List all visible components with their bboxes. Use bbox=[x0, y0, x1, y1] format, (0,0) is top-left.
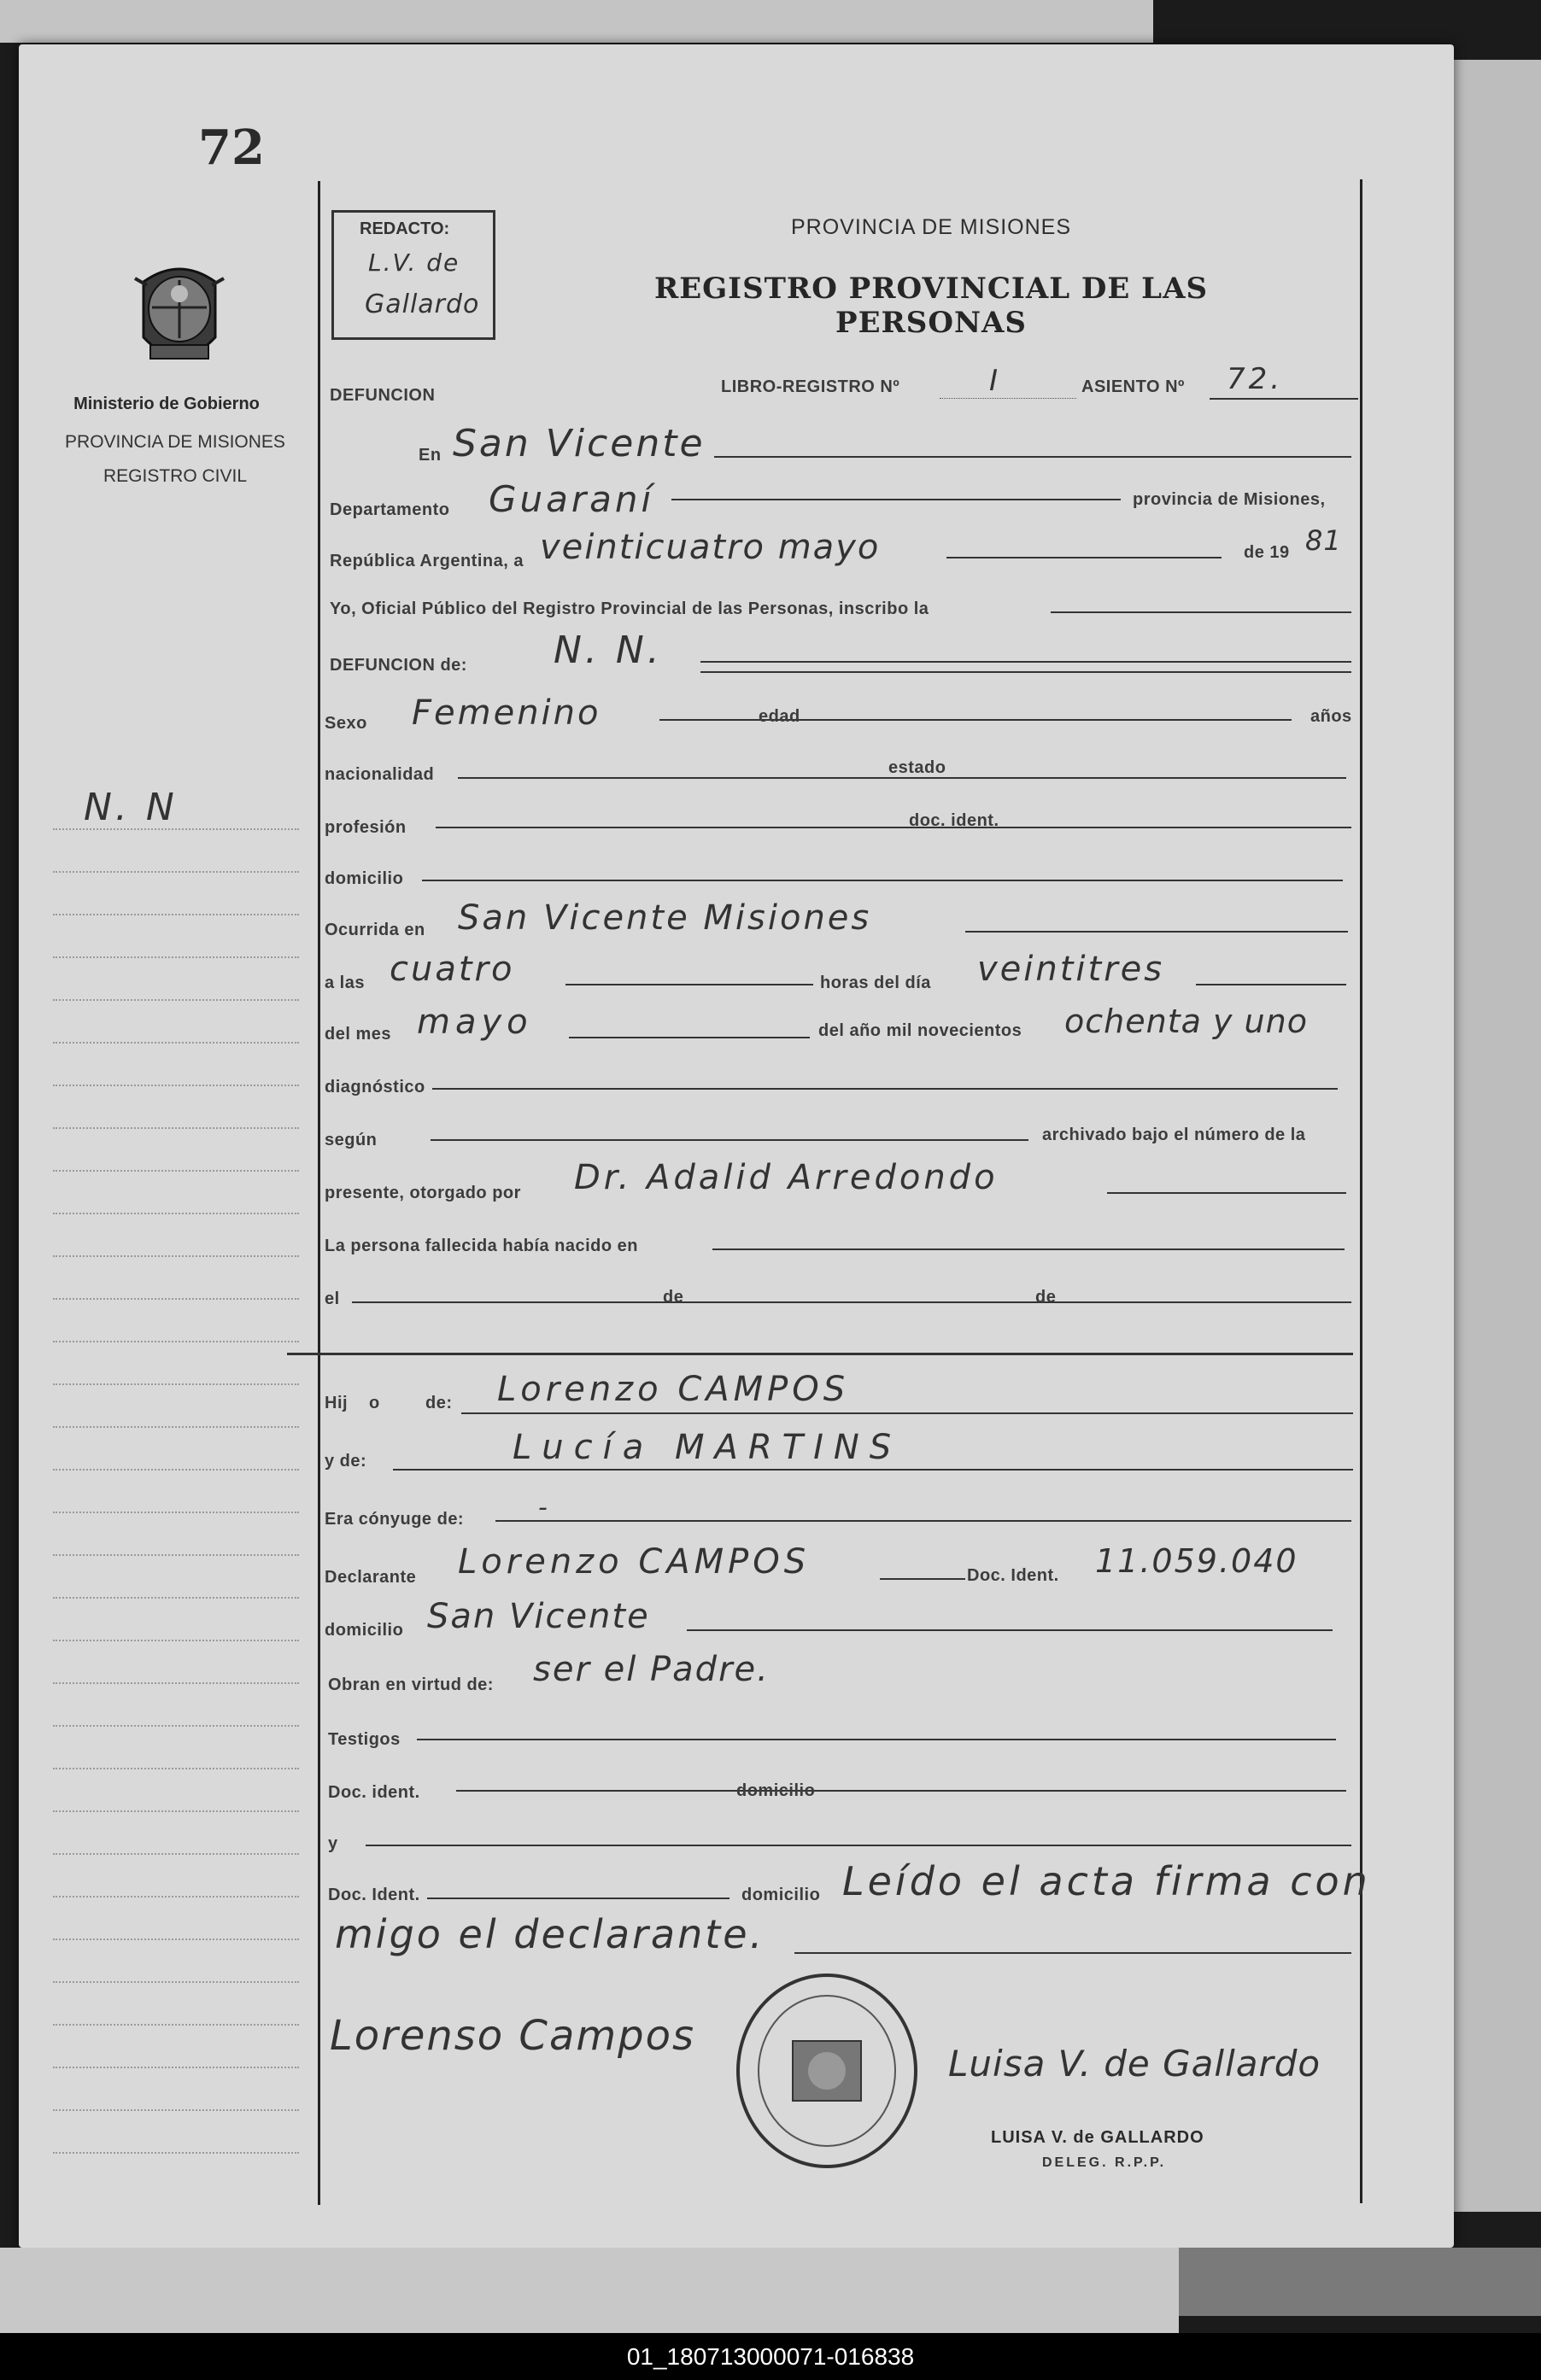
redacto-box bbox=[331, 210, 495, 340]
hijo-suffix: o bbox=[369, 1394, 380, 1412]
hora-line bbox=[565, 984, 813, 985]
margin-line bbox=[53, 956, 299, 958]
registry-label: REGISTRO CIVIL bbox=[103, 466, 248, 486]
margin-line bbox=[53, 1042, 299, 1044]
defuncion-de-label: DEFUNCION de: bbox=[330, 656, 467, 675]
doc-ident3-label: Doc. ident. bbox=[328, 1783, 420, 1802]
adjacent-page bbox=[1454, 60, 1541, 2212]
margin-line bbox=[53, 1554, 299, 1556]
ocurrida-line bbox=[965, 931, 1348, 933]
margin-line bbox=[53, 1469, 299, 1471]
asiento-line bbox=[1210, 398, 1358, 400]
margin-line bbox=[53, 871, 299, 873]
redacto-label: REDACTO: bbox=[360, 219, 450, 238]
domicilio2-label: domicilio bbox=[325, 1621, 404, 1640]
libro-label: LIBRO-REGISTRO Nº bbox=[721, 377, 900, 396]
province-heading: PROVINCIA DE MISIONES bbox=[790, 215, 1071, 239]
margin-line bbox=[53, 2152, 299, 2154]
margin-note: N. N bbox=[84, 786, 178, 829]
margin-line bbox=[53, 1939, 299, 1940]
margin-line bbox=[53, 1768, 299, 1769]
sexo-value: Femenino bbox=[412, 693, 601, 733]
departamento-value: Guaraní bbox=[489, 478, 655, 520]
el-de-label-2: de bbox=[1035, 1288, 1057, 1307]
dia-line bbox=[1196, 984, 1346, 985]
oficial-signature: Luisa V. de Gallardo bbox=[948, 2043, 1321, 2085]
redacto-line2: Gallardo bbox=[365, 289, 480, 319]
ministry-label: Ministerio de Gobierno bbox=[73, 395, 260, 413]
margin-line bbox=[53, 1640, 299, 1641]
libro-line bbox=[940, 398, 1076, 399]
mes-line bbox=[569, 1037, 810, 1038]
en-label: En bbox=[419, 446, 442, 465]
y-line bbox=[366, 1845, 1351, 1846]
mes-value: mayo bbox=[417, 1003, 533, 1042]
margin-line bbox=[53, 1298, 299, 1300]
official-title: DELEG. R.P.P. bbox=[1042, 2155, 1167, 2170]
estado-label: estado bbox=[888, 758, 946, 777]
segun-label: según bbox=[325, 1131, 378, 1149]
a-las-label: a las bbox=[325, 974, 365, 992]
anos-label: años bbox=[1310, 707, 1352, 726]
defuncion-line bbox=[700, 661, 1351, 663]
closing-line bbox=[794, 1952, 1351, 1954]
nacido-label: La persona fallecida había nacido en bbox=[325, 1237, 638, 1255]
margin-line bbox=[53, 1341, 299, 1342]
madre-value: Lucía MARTINS bbox=[513, 1428, 902, 1467]
margin-line bbox=[53, 2109, 299, 2111]
edad-label: edad bbox=[759, 707, 800, 726]
ano-mil-label: del año mil novecientos bbox=[818, 1021, 1022, 1040]
official-stamp bbox=[735, 1973, 919, 2169]
doc-ident3-line bbox=[456, 1790, 1346, 1792]
diagnostico-label: diagnóstico bbox=[325, 1078, 425, 1096]
margin-line bbox=[53, 1426, 299, 1428]
hijo-de-label: de: bbox=[425, 1394, 453, 1412]
republica-label: República Argentina, a bbox=[330, 552, 524, 570]
y-de-label: y de: bbox=[325, 1452, 367, 1471]
margin-line bbox=[53, 1981, 299, 1983]
declarante-label: Declarante bbox=[325, 1568, 417, 1587]
ocurrida-value: San Vicente Misiones bbox=[458, 898, 872, 938]
margin-line bbox=[53, 1853, 299, 1855]
presente-value: Dr. Adalid Arredondo bbox=[574, 1158, 999, 1197]
margin-line bbox=[53, 1512, 299, 1513]
domicilio-line bbox=[422, 880, 1343, 881]
domicilio-label: domicilio bbox=[325, 869, 404, 888]
testigos-line bbox=[417, 1739, 1336, 1740]
official-name: LUISA V. de GALLARDO bbox=[991, 2128, 1204, 2147]
el-label: el bbox=[325, 1289, 340, 1308]
margin-line bbox=[53, 999, 299, 1001]
presente-line bbox=[1107, 1192, 1346, 1194]
margin-line bbox=[53, 1383, 299, 1385]
margin-line bbox=[53, 1682, 299, 1684]
hijo-label: Hij bbox=[325, 1394, 349, 1412]
domicilio2-line bbox=[687, 1629, 1333, 1631]
sexo-label: Sexo bbox=[325, 714, 367, 733]
en-value: San Vicente bbox=[453, 422, 706, 465]
redacto-line1: L.V. de bbox=[368, 249, 460, 277]
y-label: y bbox=[328, 1834, 338, 1853]
presente-label: presente, otorgado por bbox=[325, 1184, 521, 1202]
profesion-line bbox=[436, 827, 1351, 828]
archivado-label: archivado bajo el número de la bbox=[1042, 1126, 1306, 1144]
ocurrida-label: Ocurrida en bbox=[325, 921, 425, 939]
testigos-label: Testigos bbox=[328, 1730, 401, 1749]
el-de-label-1: de bbox=[663, 1288, 684, 1307]
domicilio4-label: domicilio bbox=[741, 1886, 821, 1904]
declarante-line bbox=[880, 1578, 965, 1580]
defuncion-de-value: N. N. bbox=[554, 629, 663, 672]
provincial-coat-of-arms bbox=[126, 256, 232, 377]
libro-value: I bbox=[989, 364, 1002, 398]
obran-value: ser el Padre. bbox=[533, 1650, 770, 1689]
file-id-footer: 01_180713000071-016838 bbox=[0, 2333, 1541, 2380]
obran-label: Obran en virtud de: bbox=[328, 1675, 494, 1694]
closing-line2: migo el declarante. bbox=[335, 1911, 765, 1957]
nacido-line bbox=[712, 1248, 1345, 1250]
fecha-line bbox=[946, 557, 1222, 558]
provincia-text: provincia de Misiones, bbox=[1133, 490, 1326, 509]
year-value: 81 bbox=[1305, 524, 1342, 557]
sexo-line bbox=[659, 719, 1292, 721]
oficial-statement: Yo, Oficial Público del Registro Provincial de las Personas, inscribo la bbox=[330, 599, 929, 618]
fecha-value: veinticuatro mayo bbox=[540, 528, 881, 567]
registry-title: REGISTRO PROVINCIAL DE LAS PERSONAS bbox=[653, 272, 1209, 340]
doc4-label: Doc. Ident. bbox=[328, 1886, 420, 1904]
declarante-signature: Lorenso Campos bbox=[330, 2012, 695, 2060]
declarante-value: Lorenzo CAMPOS bbox=[458, 1542, 811, 1582]
margin-line bbox=[53, 1255, 299, 1257]
conyuge-line bbox=[495, 1520, 1351, 1522]
doc-ident-label: doc. ident. bbox=[909, 811, 999, 830]
departamento-label: Departamento bbox=[330, 500, 450, 519]
defuncion-line-2 bbox=[700, 671, 1351, 673]
margin-line bbox=[53, 914, 299, 915]
province-label: PROVINCIA DE MISIONES bbox=[65, 432, 285, 452]
domicilio2-value: San Vicente bbox=[427, 1597, 650, 1636]
asiento-label: ASIENTO Nº bbox=[1081, 377, 1185, 396]
form-left-border bbox=[318, 181, 320, 2205]
domicilio3-label: domicilio bbox=[736, 1781, 816, 1800]
bottom-page-strip bbox=[0, 2248, 1179, 2333]
margin-line bbox=[53, 1597, 299, 1599]
margin-line bbox=[53, 1213, 299, 1214]
oficial-line bbox=[1051, 611, 1351, 613]
en-line bbox=[714, 456, 1351, 458]
form-type-label: DEFUNCION bbox=[330, 386, 436, 405]
margin-line bbox=[53, 2024, 299, 2026]
madre-line bbox=[393, 1469, 1353, 1471]
margin-line bbox=[53, 1085, 299, 1086]
ano-value: ochenta y uno bbox=[1064, 1003, 1308, 1040]
section-separator bbox=[287, 1353, 1353, 1355]
conyuge-label: Era cónyuge de: bbox=[325, 1510, 465, 1529]
doc-value: 11.059.040 bbox=[1095, 1542, 1298, 1580]
diagnostico-line bbox=[432, 1088, 1338, 1090]
doc4-line bbox=[427, 1898, 729, 1899]
hora-value: cuatro bbox=[390, 950, 515, 989]
profesion-label: profesión bbox=[325, 818, 407, 837]
margin-line bbox=[53, 1170, 299, 1172]
page-number: 72 bbox=[198, 120, 265, 176]
closing-line1: Leído el acta firma con bbox=[842, 1858, 1371, 1904]
del-mes-label: del mes bbox=[325, 1025, 391, 1044]
padre-value: Lorenzo CAMPOS bbox=[497, 1370, 850, 1409]
horas-dia-label: horas del día bbox=[820, 974, 931, 992]
departamento-line bbox=[671, 499, 1121, 500]
page-edge bbox=[1179, 2248, 1541, 2316]
doc-ident2-label: Doc. Ident. bbox=[967, 1566, 1059, 1585]
el-line bbox=[352, 1301, 1351, 1303]
margin-line bbox=[53, 2067, 299, 2068]
margin-line bbox=[53, 1725, 299, 1727]
top-page-strip bbox=[0, 0, 1153, 43]
segun-line bbox=[431, 1139, 1028, 1141]
nacionalidad-label: nacionalidad bbox=[325, 765, 435, 784]
margin-line bbox=[53, 1896, 299, 1898]
conyuge-value: - bbox=[538, 1493, 551, 1523]
dia-value: veintitres bbox=[977, 950, 1165, 989]
year-prefix: de 19 bbox=[1244, 543, 1290, 562]
asiento-value: 72. bbox=[1227, 362, 1284, 396]
margin-line bbox=[53, 1810, 299, 1812]
margin-line bbox=[53, 1127, 299, 1129]
padre-line bbox=[461, 1412, 1353, 1414]
